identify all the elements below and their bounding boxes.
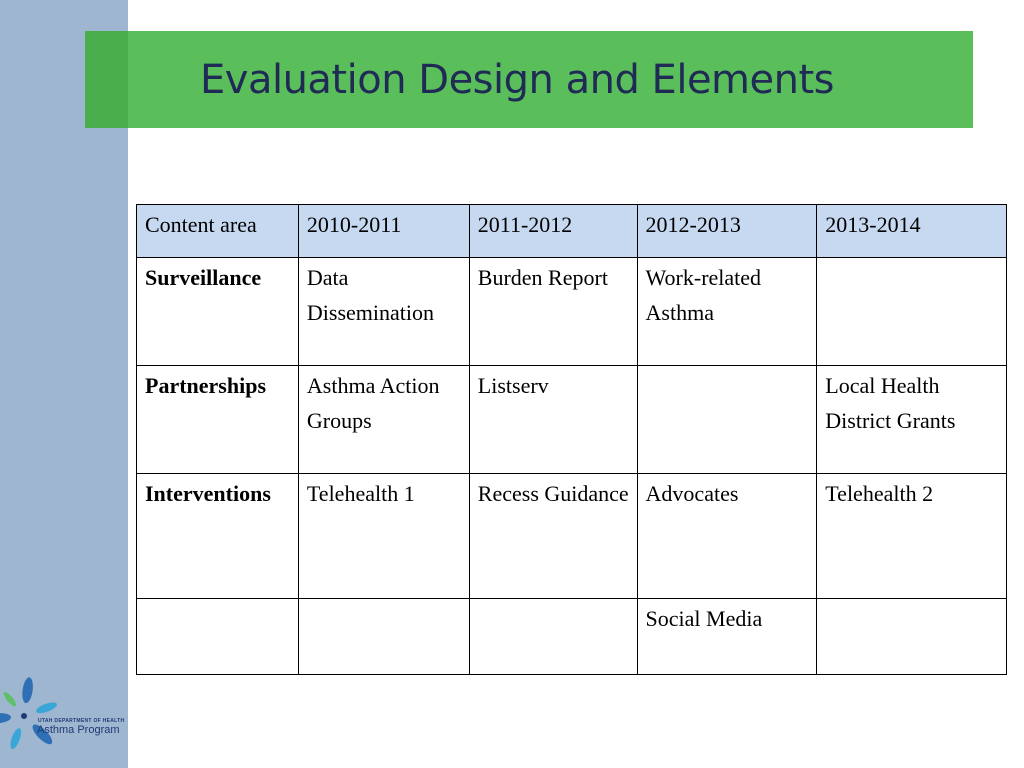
- table-row: [137, 258, 1007, 366]
- row-label-empty: [137, 599, 299, 675]
- row-label-surveillance: Surveillance: [137, 258, 299, 366]
- table-cell: Advocates: [637, 474, 817, 599]
- table-cell: Local Health District Grants: [817, 366, 1007, 474]
- table-cell: Telehealth 2: [817, 474, 1007, 599]
- table-cell: Social Media: [637, 599, 817, 675]
- header-2011-2012: 2011-2012: [469, 205, 637, 258]
- table-cell: Data Dissemination: [298, 258, 469, 366]
- table-cell: [469, 599, 637, 675]
- logo-department-text: UTAH DEPARTMENT OF HEALTH: [38, 718, 125, 724]
- table-header-row: [137, 205, 1007, 258]
- header-2012-2013: 2012-2013: [637, 205, 817, 258]
- table-row: [137, 474, 1007, 599]
- row-label-interventions: Interventions: [137, 474, 299, 599]
- table-cell: Work-related Asthma: [637, 258, 817, 366]
- table-row: [137, 599, 1007, 675]
- header-2010-2011: 2010-2011: [298, 205, 469, 258]
- table-cell: Listserv: [469, 366, 637, 474]
- evaluation-table: [136, 204, 1007, 675]
- table-cell: Burden Report: [469, 258, 637, 366]
- table-cell: [637, 366, 817, 474]
- table-cell: Telehealth 1: [298, 474, 469, 599]
- title-bar-accent: [85, 31, 128, 128]
- table-cell: Recess Guidance: [469, 474, 637, 599]
- table-row: [137, 366, 1007, 474]
- slide-title: Evaluation Design and Elements: [200, 57, 835, 103]
- header-2013-2014: 2013-2014: [817, 205, 1007, 258]
- row-label-partnerships: Partnerships: [137, 366, 299, 474]
- table-cell: [817, 258, 1007, 366]
- header-content-area: Content area: [137, 205, 299, 258]
- table-cell: [298, 599, 469, 675]
- table-cell: [817, 599, 1007, 675]
- logo-program-text: Asthma Program: [37, 724, 120, 736]
- table-cell: Asthma Action Groups: [298, 366, 469, 474]
